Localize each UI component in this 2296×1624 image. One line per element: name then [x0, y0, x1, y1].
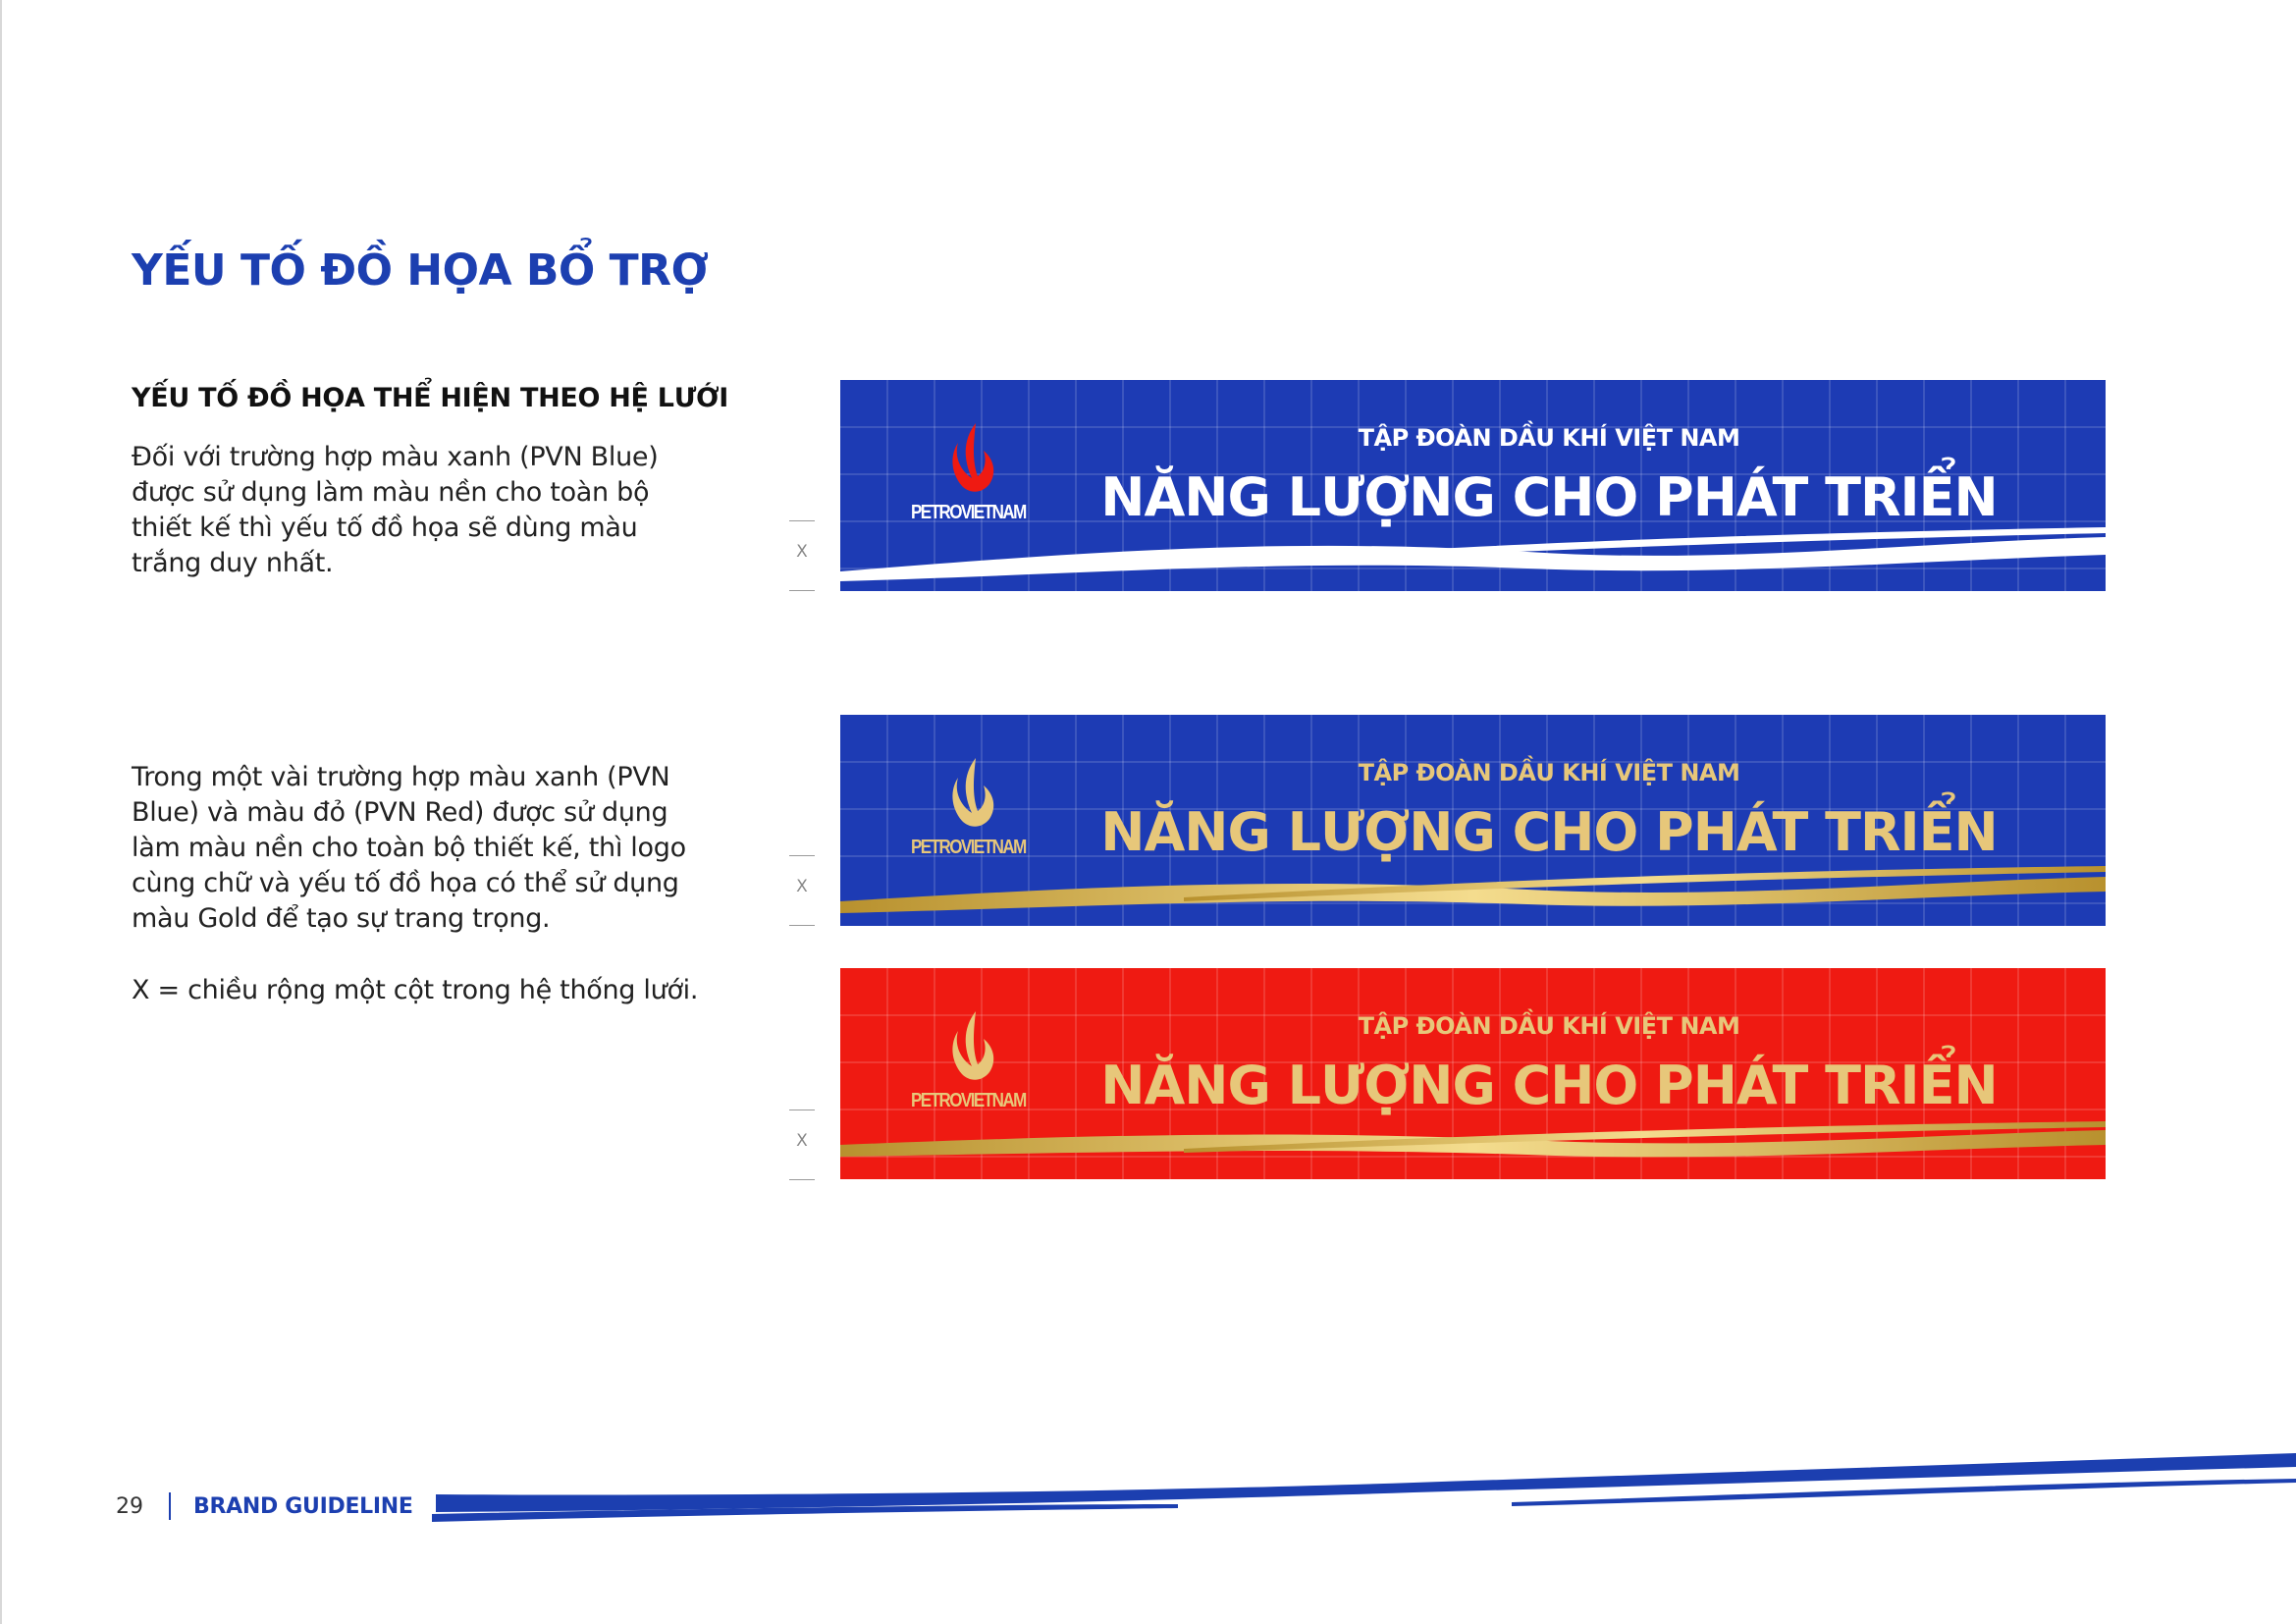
banner-blue-gold [840, 715, 2106, 926]
banner-slogan: NĂNG LƯỢNG CHO PHÁT TRIỂN [1100, 801, 1998, 863]
marker-tick-bottom [789, 1179, 815, 1180]
x-dimension-marker [789, 1110, 815, 1180]
footer-swoosh-graphic [432, 1453, 2296, 1532]
logo-wordmark: PETROVIETNAM [911, 837, 1026, 858]
paragraph-x-definition: X = chiều rộng một cột trong hệ thống lưới. [132, 975, 699, 1005]
marker-tick-top [789, 855, 815, 856]
logo-wordmark: PETROVIETNAM [911, 1090, 1026, 1111]
banner-red-gold [840, 968, 2106, 1179]
footer-brand-label: BRAND GUIDELINE [193, 1494, 413, 1519]
page-title: YẾU TỐ ĐỒ HỌA BỔ TRỢ [132, 245, 709, 296]
marker-tick-bottom [789, 590, 815, 591]
page-edge-rule [0, 0, 2, 1624]
banner-slogan: NĂNG LƯỢNG CHO PHÁT TRIỂN [1100, 1055, 1998, 1116]
section-heading: YẾU TỐ ĐỒ HỌA THỂ HIỆN THEO HỆ LƯỚI [132, 383, 728, 413]
marker-tick-top [789, 520, 815, 521]
banner-slogan: NĂNG LƯỢNG CHO PHÁT TRIỂN [1100, 466, 1998, 528]
banner-subtitle: TẬP ĐOÀN DẦU KHÍ VIỆT NAM [1358, 424, 1740, 452]
x-label: X [796, 542, 808, 562]
banner-subtitle: TẬP ĐOÀN DẦU KHÍ VIỆT NAM [1358, 759, 1740, 786]
banner-blue-white [840, 380, 2106, 591]
paragraph-blue-usage: Đối với trường hợp màu xanh (PVN Blue) được sử dụng làm màu nền cho toàn bộ thiết kế thì yếu tố đồ họa sẽ dùng màu trắng duy nhất. [132, 442, 659, 578]
banner-subtitle: TẬP ĐOÀN DẦU KHÍ VIỆT NAM [1358, 1012, 1740, 1040]
page-number: 29 [116, 1494, 143, 1519]
marker-tick-bottom [789, 925, 815, 926]
x-dimension-marker [789, 855, 815, 926]
x-label: X [796, 1131, 808, 1151]
logo-wordmark: PETROVIETNAM [911, 502, 1026, 523]
paragraph-gold-usage: Trong một vài trường hợp màu xanh (PVN Blue) và màu đỏ (PVN Red) được sử dụng làm màu nền cho toàn bộ thiết kế, thì logo cùng chữ và yếu tố đồ họa có thể sử dụng màu Gold để tạo sự trang trọng. [132, 762, 686, 934]
x-dimension-marker [789, 520, 815, 591]
x-label: X [796, 877, 808, 896]
footer-separator [169, 1492, 171, 1520]
